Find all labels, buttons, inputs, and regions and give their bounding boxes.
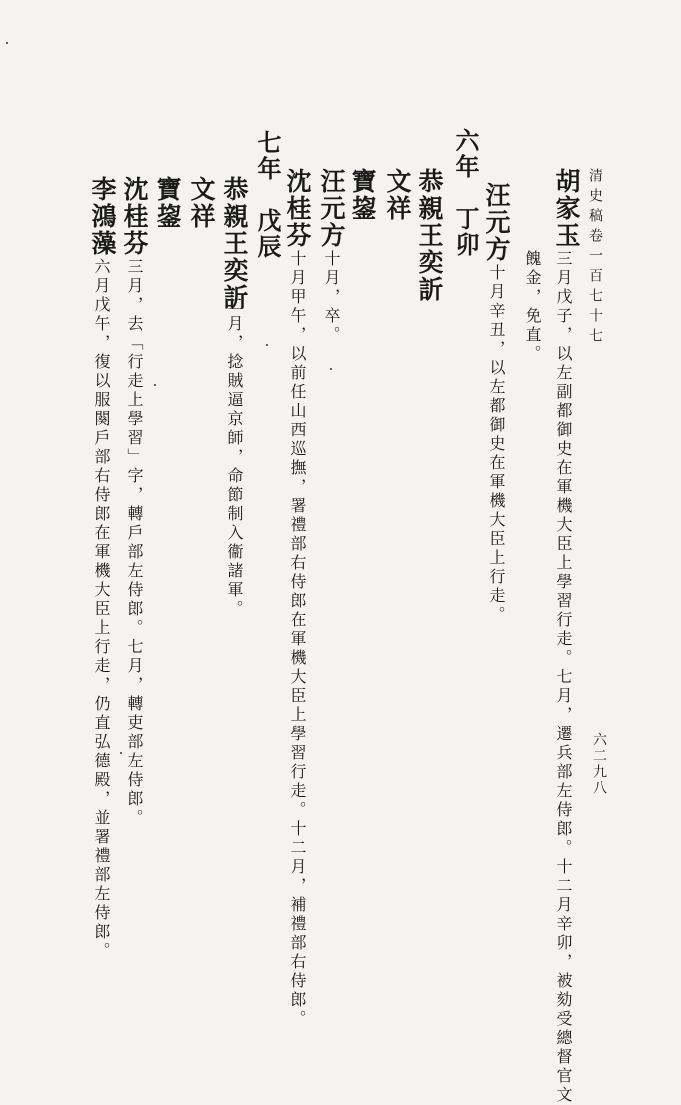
official-name-wang-yuanfang-2: 汪元方	[317, 168, 346, 249]
official-name-shen-guifen-2: 沈桂芬	[120, 176, 149, 257]
official-name-hu-jiayu: 胡家玉	[552, 168, 581, 249]
entry-text-li-hongzao: 六月戊午，復以服闋戶部右侍郎在軍機大臣上行走，仍直弘德殿，並署禮部左侍郎。	[92, 258, 111, 961]
scan-speck	[120, 752, 122, 754]
entry-text-wang-yuanfang: 十月辛丑，以左都御史在軍機大臣上行走。	[487, 264, 506, 625]
official-name-prince-gong-2: 恭親王奕訢	[220, 176, 249, 311]
scan-speck	[330, 368, 332, 370]
official-name-li-hongzao: 李鴻藻	[88, 176, 117, 257]
scan-speck	[6, 42, 8, 44]
scan-speck	[266, 344, 268, 346]
entry-text-hu-jiayu: 三月戊子，以左副都御史在軍機大臣上學習行走。七月，遷兵部左侍郎。十二月辛卯，被劾受總督官文	[554, 250, 573, 1105]
entry-text-shen-guifen-2: 三月，去「行走上學習」字，轉戶部左侍郎。七月，轉吏部左侍郎。	[125, 258, 144, 828]
year-heading-6: 六年 丁卯	[451, 128, 480, 258]
book-title: 清史稿卷一百七十七	[587, 168, 603, 348]
entry-text-hu-jiayu-continued: 餽金，免直。	[523, 250, 542, 364]
entry-text-prince-gong-2: 二月，捻賊逼京師，命節制入衞諸軍。	[225, 296, 244, 619]
entry-text-shen-guifen: 十月甲午，以前任山西巡撫，署禮部右侍郎在軍機大臣上學習行走。十二月，補禮部右侍郎。	[288, 250, 307, 1029]
official-name-prince-gong: 恭親王奕訢	[415, 168, 444, 303]
official-name-wenxiang: 文祥	[383, 168, 412, 222]
official-name-wenxiang-2: 文祥	[187, 176, 216, 230]
official-name-wang-yuanfang: 汪元方	[482, 182, 511, 263]
official-name-baojun-2: 寶鋆	[153, 176, 182, 230]
official-name-shen-guifen: 沈桂芬	[283, 168, 312, 249]
page-number: 六二九八	[591, 732, 607, 796]
scan-speck	[154, 384, 156, 386]
year-heading-7: 七年 戊辰	[253, 130, 282, 260]
entry-text-wang-yuanfang-2: 十月，卒。	[322, 250, 341, 345]
official-name-baojun: 寶鋆	[348, 168, 377, 222]
